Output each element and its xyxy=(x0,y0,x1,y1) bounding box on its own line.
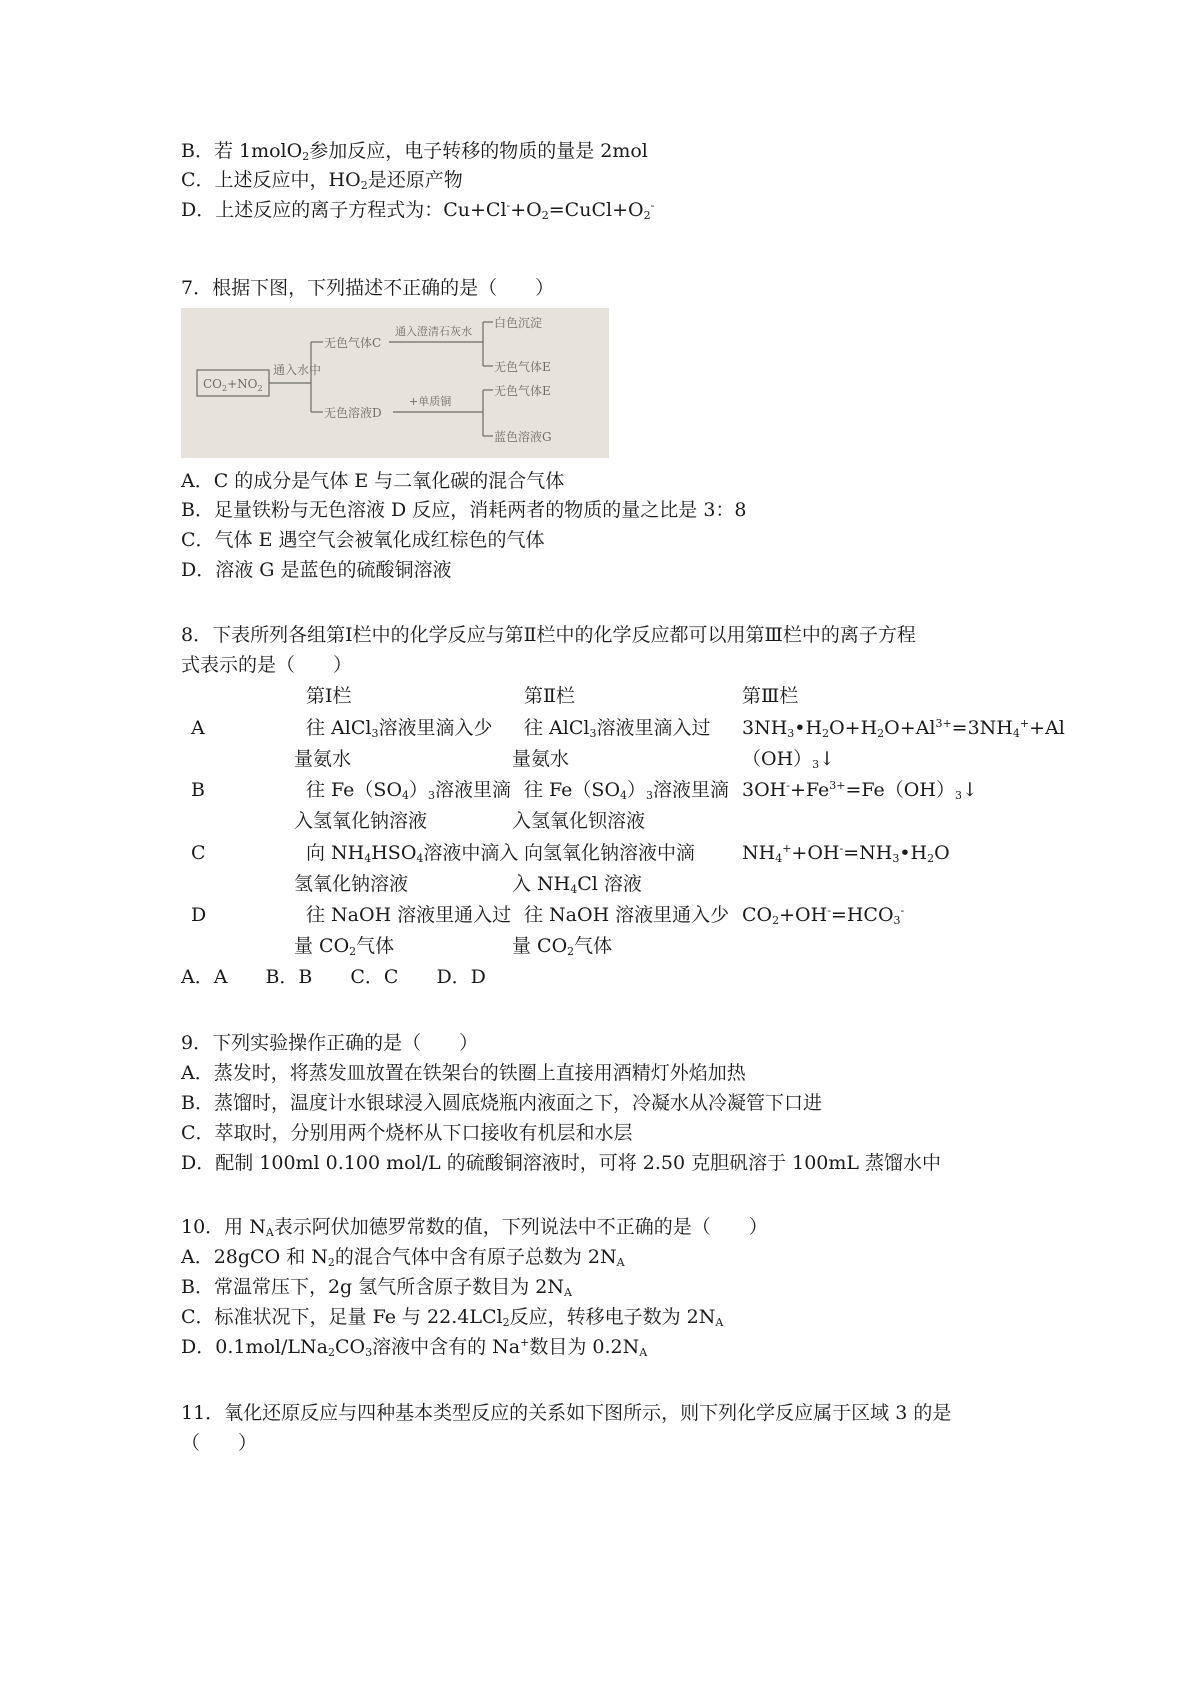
into-water-label: 通入水中 xyxy=(273,363,322,377)
white-ppt-label: 白色沉淀 xyxy=(494,316,543,330)
q8-row-b-col1-line2: 入氢氧化钠溶液 xyxy=(294,810,428,832)
q10-option-a: A．28gCO 和 $N_2$的混合气体中含有原子总数为 $2N_A$ xyxy=(181,1246,625,1269)
q8-row-d-col2-line1: 往 NaOH 溶液里通入少 xyxy=(524,904,730,926)
q8-row-a-col1-line2: 量氨水 xyxy=(294,748,352,770)
q8-header-col3: 第Ⅲ栏 xyxy=(742,685,799,707)
q7-option-d: D．溶液 G 是蓝色的硫酸铜溶液 xyxy=(181,559,452,581)
q8-row-d-col2-line2: 量 $CO_2$气体 xyxy=(512,935,613,958)
q10-option-c: C．标准状况下，足量 Fe 与 22.4LCl$_2$反应，转移电子数为 $2N_A$ xyxy=(181,1306,724,1329)
q8-row-b-col2-line2: 入氢氧化钡溶液 xyxy=(512,810,646,832)
q9-option-d: D．配制 100ml 0.100 mol/L 的硫酸铜溶液时，可将 2.50 克胆矾溶于 100mL 蒸馏水中 xyxy=(181,1152,942,1174)
q9-option-b: B．蒸馏时，温度计水银球浸入圆底烧瓶内液面之下，冷凝水从冷凝管下口进 xyxy=(181,1092,822,1114)
q8-row-a-label: A xyxy=(191,717,205,739)
q8-row-b-col1-line1: 往 $Fe(SO_4)_3$溶液里滴 xyxy=(306,779,512,802)
q8-row-b-col2-line1: 往 $Fe(SO_4)_3$溶液里滴 xyxy=(524,779,730,802)
q10-option-b: B．常温常压下，2g 氢气所含原子数目为 $2N_A$ xyxy=(181,1276,572,1299)
q7-stem: 7．根据下图，下列描述不正确的是（ ） xyxy=(181,277,555,299)
q6-option-d: D．上述反应的离子方程式为：$Cu+Cl^-+O_2=CuCl+O_2^-$ xyxy=(181,199,655,222)
q8-row-a-col2-line2: 量氨水 xyxy=(512,748,570,770)
q8-row-c-label: C xyxy=(191,842,206,864)
q11-stem-line1: 11．氧化还原反应与四种基本类型反应的关系如下图所示，则下列化学反应属于区域 3 的是 xyxy=(181,1402,952,1424)
q6-option-c: C．上述反应中，$HO_2$是还原产物 xyxy=(181,169,463,192)
q8-row-d-col1-line2: 量 $CO_2$气体 xyxy=(294,935,395,958)
q8-row-d-col1-line1: 往 NaOH 溶液里通入过 xyxy=(306,904,512,926)
q7-option-a: A．C 的成分是气体 E 与二氧化碳的混合气体 xyxy=(181,470,565,492)
q8-row-d-col3: $CO_2+OH^-=HCO_3^-$ xyxy=(742,904,905,927)
q8-row-c-col2-line2: 入 $NH_4Cl$ 溶液 xyxy=(512,873,642,896)
start-label: $CO_2+NO_2$ xyxy=(203,377,263,393)
limewater-label: 通入澄清石灰水 xyxy=(395,325,472,338)
q8-row-b-col3: $3OH^-+Fe^{3+}=Fe(OH)_3↓$ xyxy=(742,779,978,802)
q8-row-c-col2-line1: 向氢氧化钠溶液中滴 xyxy=(524,842,696,864)
q8-stem-line1: 8．下表所列各组第Ⅰ栏中的化学反应与第Ⅱ栏中的化学反应都可以用第Ⅲ栏中的离子方程 xyxy=(181,624,916,646)
q7-option-b: B．足量铁粉与无色溶液 D 反应，消耗两者的物质的量之比是 3：8 xyxy=(181,499,747,521)
q8-row-c-col1-line1: 向 $NH_4HSO_4$溶液中滴入 xyxy=(306,842,519,865)
q9-stem: 9．下列实验操作正确的是（ ） xyxy=(181,1032,479,1054)
solution-d-label: 无色溶液D xyxy=(324,406,382,420)
q8-answers: A．A B．B C．C D．D xyxy=(181,966,486,988)
gas-e-label: 无色气体E xyxy=(494,360,551,374)
q8-row-a-col3-line2: $(OH)_3↓$ xyxy=(742,748,836,771)
q8-row-a-col2-line1: 往 AlCl$_3$溶液里滴入过 xyxy=(524,717,711,740)
q8-row-c-col3: $NH_4^++OH^-=NH_3•H_2O$ xyxy=(742,842,950,865)
q8-row-c-col1-line2: 氢氧化钠溶液 xyxy=(294,873,409,895)
gas-c-label: 无色气体C xyxy=(324,336,382,350)
q6-option-b: B．若 1molO$_2$参加反应，电子转移的物质的量是 2mol xyxy=(181,140,648,163)
blue-g-label: 蓝色溶液G xyxy=(494,430,552,444)
q8-row-a-col1-line1: 往 AlCl$_3$溶液里滴入少 xyxy=(306,717,493,740)
q9-option-a: A．蒸发时，将蒸发皿放置在铁架台的铁圈上直接用酒精灯外焰加热 xyxy=(181,1062,746,1084)
q7-flow-diagram xyxy=(181,308,609,458)
q11-stem-line2: （ ） xyxy=(181,1432,258,1454)
q10-stem: 10．用 $N_A$表示阿伏加德罗常数的值，下列说法中不正确的是（ ） xyxy=(181,1216,768,1239)
q8-row-d-label: D xyxy=(191,904,207,926)
q9-option-c: C．萃取时，分别用两个烧杯从下口接收有机层和水层 xyxy=(181,1122,633,1144)
q8-row-a-col3-line1: $3NH_3•H_2O+H_2O+Al^{3+}=3NH_4^++Al$ xyxy=(742,717,1065,740)
q8-stem-line2: 式表示的是（ ） xyxy=(181,654,353,676)
q7-option-c: C．气体 E 遇空气会被氧化成红棕色的气体 xyxy=(181,529,545,551)
q8-row-b-label: B xyxy=(191,779,205,801)
q8-header-col1: 第Ⅰ栏 xyxy=(306,685,352,707)
copper-label: +单质铜 xyxy=(409,395,452,408)
q8-header-col2: 第Ⅱ栏 xyxy=(524,685,575,707)
q10-option-d: D．$0.1mol/LNa_2CO_3$溶液中含有的 Na+数目为 $0.2N_A$ xyxy=(181,1336,648,1359)
gas-e2-label: 无色气体E xyxy=(494,384,551,398)
q7-flow-svg xyxy=(181,308,609,458)
